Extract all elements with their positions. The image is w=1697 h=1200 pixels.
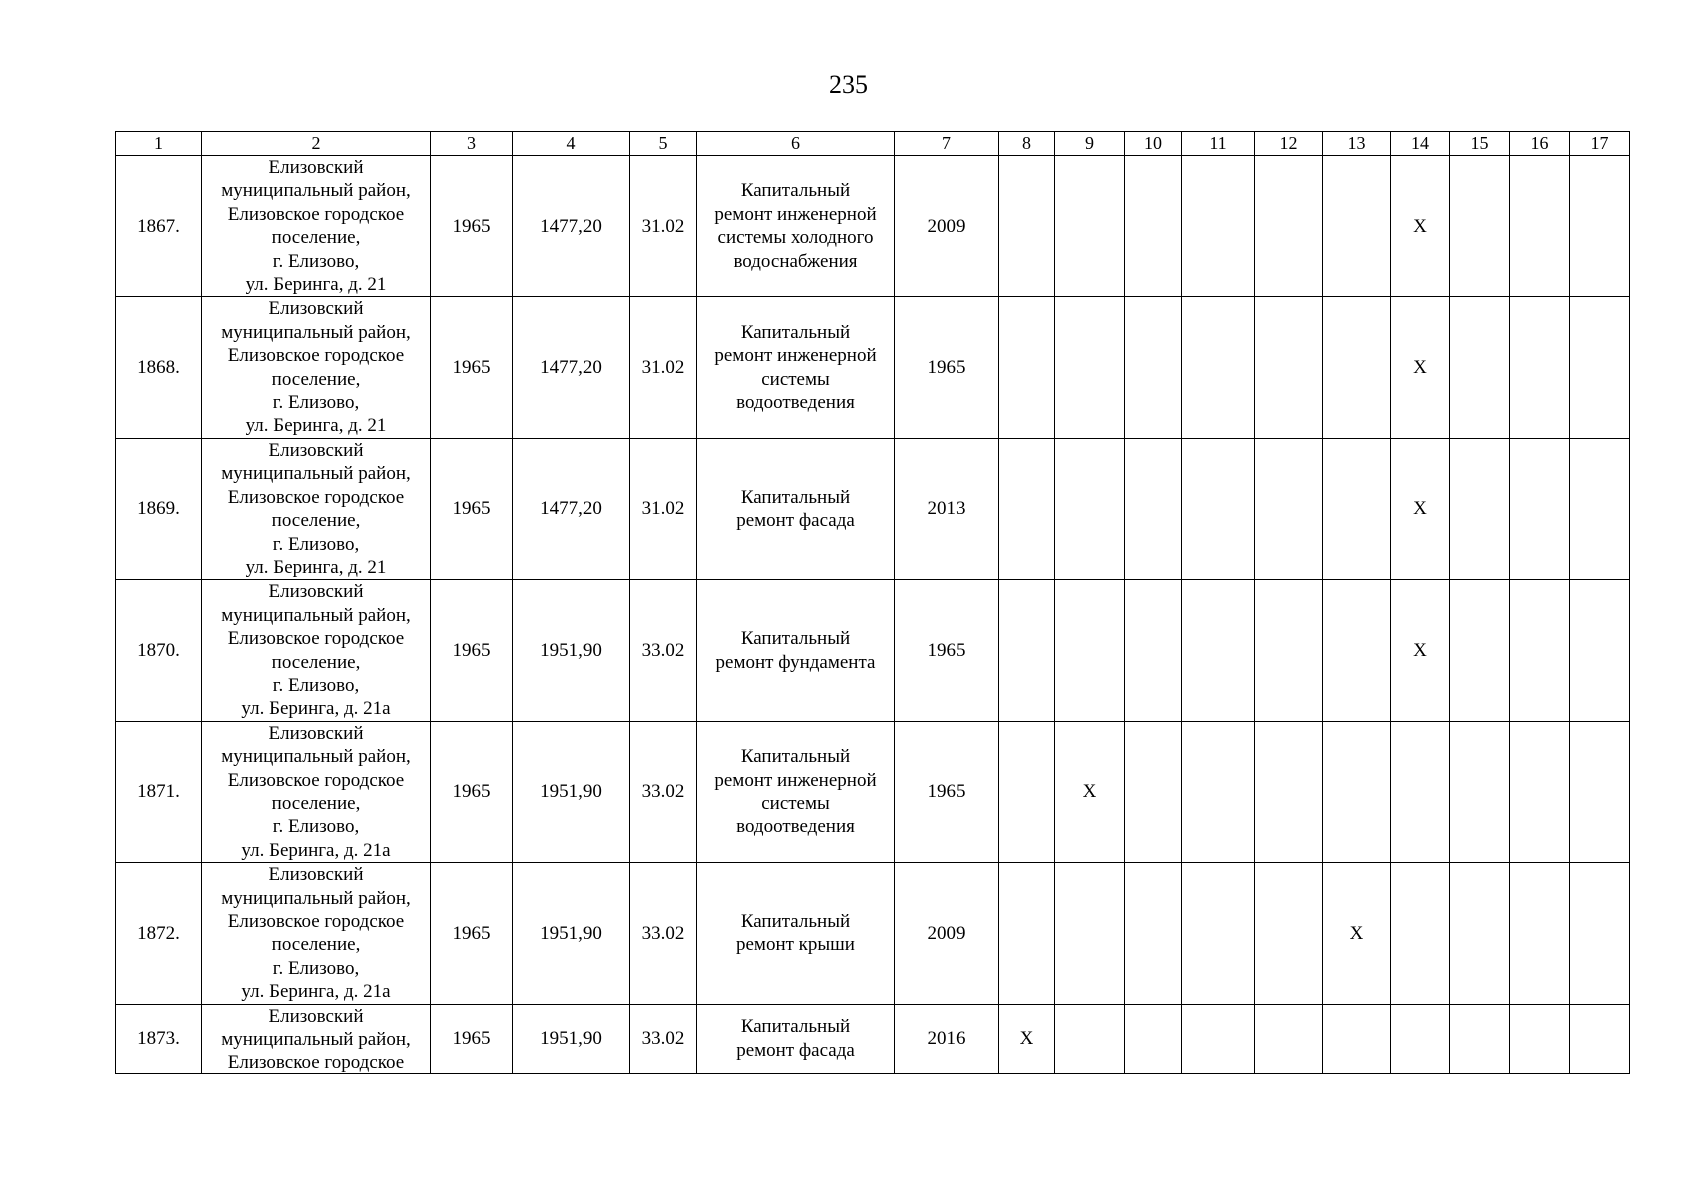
mark-cell: [1391, 863, 1450, 1004]
mark-cell: [1255, 438, 1323, 579]
work-type-text: [699, 486, 892, 533]
mark-cell: [1570, 438, 1630, 579]
mark-cell: [1570, 863, 1630, 1004]
address-line: муниципальный район,: [221, 321, 411, 343]
mark-cell: [1570, 297, 1630, 438]
mark-cell: [999, 721, 1055, 862]
work-type-line: Капитальный: [740, 180, 851, 202]
mark-cell: X: [999, 1004, 1055, 1073]
work-type-text: [699, 627, 892, 674]
mark-cell: [1182, 721, 1255, 862]
address-line: поселение,: [271, 510, 361, 532]
work-type-text: [699, 179, 892, 273]
mark-cell: [1510, 863, 1570, 1004]
work-type-line: Капитальный: [740, 746, 851, 768]
column-number-cell: 8: [999, 132, 1055, 156]
mark-cell: [1125, 438, 1182, 579]
mark-cell: [1450, 721, 1510, 862]
last-repair-year-cell: 2016: [895, 1004, 999, 1073]
row-number-cell: 1871.: [116, 721, 202, 862]
column-number-cell: 14: [1391, 132, 1450, 156]
area-cell: 1951,90: [513, 1004, 630, 1073]
address-line: поселение,: [271, 368, 361, 390]
mark-cell: [1323, 156, 1391, 297]
mark-cell: [1125, 580, 1182, 721]
address-line: ул. Беринга, д. 21: [245, 415, 387, 437]
last-repair-year-cell: 2009: [895, 156, 999, 297]
mark-cell: [999, 863, 1055, 1004]
address-line: муниципальный район,: [221, 604, 411, 626]
work-type-text: [699, 745, 892, 839]
mark-cell: [1570, 721, 1630, 862]
address-line: Елизовский: [268, 581, 364, 603]
mark-cell: [1055, 438, 1125, 579]
work-type-line: Капитальный: [740, 1016, 851, 1038]
mark-cell: [1255, 721, 1323, 862]
mark-cell: [1510, 580, 1570, 721]
last-repair-year-cell: 1965: [895, 297, 999, 438]
column-number-cell: 15: [1450, 132, 1510, 156]
last-repair-year-cell: 2009: [895, 863, 999, 1004]
address-text: [204, 722, 428, 862]
work-type-line: ремонт фасада: [736, 1039, 855, 1061]
address-line: поселение,: [271, 792, 361, 814]
address-text: [204, 580, 428, 720]
address-text: [204, 297, 428, 437]
last-repair-year-cell: 2013: [895, 438, 999, 579]
address-line: Елизовское городское: [227, 628, 405, 650]
column-number-cell: 12: [1255, 132, 1323, 156]
address-line: Елизовский: [268, 1005, 364, 1027]
address-line: Елизовское городское: [227, 911, 405, 932]
mark-cell: X: [1391, 438, 1450, 579]
mark-cell: [1125, 721, 1182, 862]
mark-cell: [1510, 438, 1570, 579]
address-line: г. Елизово,: [272, 957, 360, 979]
row-number-cell: 1867.: [116, 156, 202, 297]
row-number-cell: 1870.: [116, 580, 202, 721]
mark-cell: [1125, 156, 1182, 297]
address-line: ул. Беринга, д. 21а: [241, 981, 391, 1003]
row-number-cell: 1869.: [116, 438, 202, 579]
address-cell: [202, 721, 431, 862]
column-number-cell: 16: [1510, 132, 1570, 156]
mark-cell: [1450, 156, 1510, 297]
build-year-cell: 1965: [431, 438, 513, 579]
mark-cell: [1450, 438, 1510, 579]
mark-cell: [1182, 863, 1255, 1004]
mark-cell: [1255, 580, 1323, 721]
work-type-cell: [697, 297, 895, 438]
wear-cell: 33.02: [630, 721, 697, 862]
work-type-text: [699, 910, 892, 957]
column-number-cell: 17: [1570, 132, 1630, 156]
table-row: [116, 297, 1630, 438]
address-line: ул. Беринга, д. 21: [245, 556, 387, 578]
work-type-line: водоотведения: [736, 392, 855, 414]
work-type-text: [699, 1015, 892, 1062]
column-number-cell: 9: [1055, 132, 1125, 156]
build-year-cell: 1965: [431, 721, 513, 862]
area-cell: 1951,90: [513, 580, 630, 721]
mark-cell: [1570, 1004, 1630, 1073]
address-line: муниципальный район,: [221, 463, 411, 485]
work-type-line: ремонт инженерной: [714, 345, 877, 367]
address-line: Елизовский: [268, 439, 364, 461]
address-line: г. Елизово,: [272, 533, 360, 555]
column-number-row: [116, 132, 1630, 156]
mark-cell: X: [1391, 580, 1450, 721]
work-type-line: Капитальный: [740, 628, 851, 650]
page-number: 235: [829, 70, 868, 99]
mark-cell: [1055, 863, 1125, 1004]
column-number-cell: 5: [630, 132, 697, 156]
mark-cell: [1323, 297, 1391, 438]
address-line: муниципальный район,: [221, 1029, 411, 1051]
wear-cell: 33.02: [630, 1004, 697, 1073]
mark-cell: [1323, 580, 1391, 721]
area-cell: 1477,20: [513, 297, 630, 438]
mark-cell: [1510, 297, 1570, 438]
mark-cell: [1125, 297, 1182, 438]
mark-cell: [1055, 580, 1125, 721]
mark-cell: [1570, 580, 1630, 721]
address-cell: [202, 580, 431, 721]
mark-cell: [1055, 156, 1125, 297]
address-line: поселение,: [271, 651, 361, 673]
area-cell: 1951,90: [513, 721, 630, 862]
table-row: [116, 580, 1630, 721]
work-type-line: ремонт крыши: [736, 934, 855, 956]
last-repair-year-cell: 1965: [895, 580, 999, 721]
mark-cell: X: [1323, 863, 1391, 1004]
address-line: муниципальный район,: [221, 887, 411, 909]
mark-cell: [1510, 156, 1570, 297]
address-cell: [202, 297, 431, 438]
wear-cell: 33.02: [630, 580, 697, 721]
wear-cell: 31.02: [630, 297, 697, 438]
mark-cell: [999, 580, 1055, 721]
row-number-cell: 1873.: [116, 1004, 202, 1073]
address-line: Елизовское городское: [227, 345, 405, 367]
address-line: Елизовский: [268, 298, 364, 320]
work-type-text: [699, 321, 892, 415]
table-body: [116, 132, 1630, 1074]
address-line: г. Елизово,: [272, 392, 360, 414]
mark-cell: [1510, 1004, 1570, 1073]
work-type-line: Капитальный: [740, 321, 851, 343]
mark-cell: [1182, 156, 1255, 297]
address-line: Елизовский: [268, 722, 364, 744]
last-repair-year-cell: 1965: [895, 721, 999, 862]
address-line: муниципальный район,: [221, 180, 411, 202]
mark-cell: [1570, 156, 1630, 297]
column-number-cell: 10: [1125, 132, 1182, 156]
table-row: [116, 863, 1630, 1004]
address-line: Елизовское городское: [227, 769, 405, 791]
work-type-cell: [697, 721, 895, 862]
work-type-line: системы холодного: [717, 227, 874, 249]
build-year-cell: 1965: [431, 297, 513, 438]
work-type-cell: [697, 156, 895, 297]
address-text: [204, 1005, 428, 1073]
address-text: [204, 863, 428, 1003]
work-type-line: водоотведения: [736, 816, 855, 838]
mark-cell: [999, 156, 1055, 297]
column-number-cell: 11: [1182, 132, 1255, 156]
mark-cell: [1391, 1004, 1450, 1073]
mark-cell: [1255, 863, 1323, 1004]
mark-cell: [1125, 863, 1182, 1004]
table-row: [116, 438, 1630, 579]
work-type-line: Капитальный: [740, 486, 851, 508]
work-type-cell: [697, 1004, 895, 1073]
column-number-cell: 3: [431, 132, 513, 156]
mark-cell: [1182, 297, 1255, 438]
column-number-cell: 2: [202, 132, 431, 156]
work-type-line: Капитальный: [740, 911, 851, 932]
mark-cell: [1450, 863, 1510, 1004]
table-row: [116, 1004, 1630, 1073]
work-type-cell: [697, 863, 895, 1004]
column-number-cell: 13: [1323, 132, 1391, 156]
mark-cell: [999, 297, 1055, 438]
address-text: [204, 156, 428, 296]
wear-cell: 33.02: [630, 863, 697, 1004]
mark-cell: [1510, 721, 1570, 862]
row-number-cell: 1868.: [116, 297, 202, 438]
build-year-cell: 1965: [431, 156, 513, 297]
column-number-cell: 6: [697, 132, 895, 156]
work-type-line: водоснабжения: [733, 250, 858, 272]
address-line: Елизовский: [268, 157, 364, 178]
mark-cell: [1055, 1004, 1125, 1073]
mark-cell: [999, 438, 1055, 579]
work-type-line: ремонт фундамента: [715, 651, 876, 673]
work-type-line: системы: [761, 368, 830, 390]
mark-cell: [1450, 297, 1510, 438]
mark-cell: [1055, 297, 1125, 438]
row-number-cell: 1872.: [116, 863, 202, 1004]
mark-cell: X: [1391, 297, 1450, 438]
address-line: поселение,: [271, 227, 361, 249]
address-line: г. Елизово,: [272, 674, 360, 696]
register-table: [115, 131, 1630, 1074]
address-line: поселение,: [271, 934, 361, 956]
address-line: Елизовское городское: [227, 203, 405, 225]
mark-cell: [1391, 721, 1450, 862]
address-text: [204, 439, 428, 579]
mark-cell: [1323, 438, 1391, 579]
mark-cell: [1450, 580, 1510, 721]
work-type-line: ремонт фасада: [736, 510, 855, 532]
address-cell: [202, 438, 431, 579]
column-number-cell: 7: [895, 132, 999, 156]
address-line: ул. Беринга, д. 21: [245, 274, 387, 296]
area-cell: 1477,20: [513, 156, 630, 297]
address-line: муниципальный район,: [221, 746, 411, 768]
work-type-line: ремонт инженерной: [714, 203, 877, 225]
build-year-cell: 1965: [431, 863, 513, 1004]
mark-cell: X: [1055, 721, 1125, 862]
mark-cell: [1255, 156, 1323, 297]
address-line: Елизовское городское: [227, 1052, 405, 1073]
mark-cell: [1182, 580, 1255, 721]
wear-cell: 31.02: [630, 156, 697, 297]
mark-cell: [1323, 1004, 1391, 1073]
mark-cell: X: [1391, 156, 1450, 297]
column-number-cell: 1: [116, 132, 202, 156]
mark-cell: [1323, 721, 1391, 862]
address-cell: [202, 156, 431, 297]
mark-cell: [1125, 1004, 1182, 1073]
mark-cell: [1255, 1004, 1323, 1073]
mark-cell: [1182, 438, 1255, 579]
column-number-cell: 4: [513, 132, 630, 156]
work-type-line: ремонт инженерной: [714, 769, 877, 791]
table-row: [116, 721, 1630, 862]
mark-cell: [1255, 297, 1323, 438]
table-row: [116, 156, 1630, 297]
area-cell: 1477,20: [513, 438, 630, 579]
area-cell: 1951,90: [513, 863, 630, 1004]
address-line: г. Елизово,: [272, 816, 360, 838]
address-cell: [202, 863, 431, 1004]
address-cell: [202, 1004, 431, 1073]
mark-cell: [1182, 1004, 1255, 1073]
address-line: ул. Беринга, д. 21а: [241, 698, 391, 720]
work-type-line: системы: [761, 792, 830, 814]
build-year-cell: 1965: [431, 580, 513, 721]
work-type-cell: [697, 580, 895, 721]
address-line: ул. Беринга, д. 21а: [241, 839, 391, 861]
wear-cell: 31.02: [630, 438, 697, 579]
address-line: г. Елизово,: [272, 250, 360, 272]
address-line: Елизовский: [268, 864, 364, 886]
work-type-cell: [697, 438, 895, 579]
address-line: Елизовское городское: [227, 486, 405, 508]
mark-cell: [1450, 1004, 1510, 1073]
build-year-cell: 1965: [431, 1004, 513, 1073]
